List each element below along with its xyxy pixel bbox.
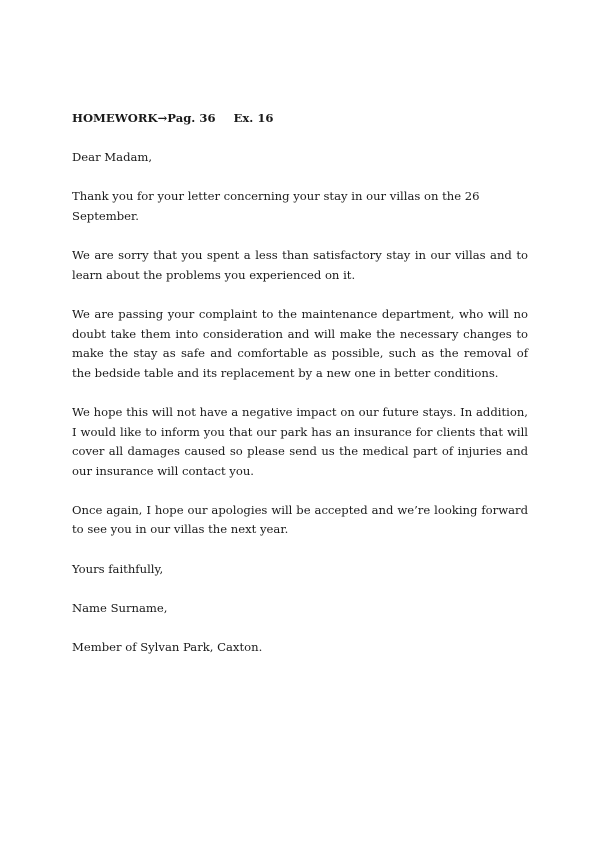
arrow-icon: → [157,111,168,125]
document-page [72,109,528,677]
salutation: Dear Madam, [72,150,153,165]
page-reference: Pag. 36 [167,111,216,125]
signature-name: Name Surname, [72,600,168,615]
exercise-reference: Ex. 16 [233,111,274,125]
signature-affiliation: Member of Sylvan Park, Caxton. [72,640,263,655]
paragraph-maintenance: We are passing your complaint to the maintenance department, who will no doubt take them into consideration and will make the necessary changes to make the stay as safe and comfortable as possible, such as the removal of the bedside table and its replacement by a new one in better conditions. [72,306,528,380]
paragraph-thanks: Thank you for your letter concerning your stay in our villas on the 26 September. [72,189,480,223]
homework-label: HOMEWORK [72,111,158,125]
closing: Yours faithfully, [72,561,164,576]
paragraph-apology: We are sorry that you spent a less than satisfactory stay in our villas and to learn about the problems you experienced on it. [72,248,528,282]
homework-heading [72,109,528,129]
paragraph-closing-remarks: Once again, I hope our apologies will be accepted and we’re looking forward to see you in our villas the next year. [72,502,528,537]
paragraph-insurance: We hope this will not have a negative impact on our future stays. In addition, I would like to inform you that our park has an insurance for clients that will cover all damages caused so please send us the medical part of injuries and our insurance will contact you. [72,404,528,478]
